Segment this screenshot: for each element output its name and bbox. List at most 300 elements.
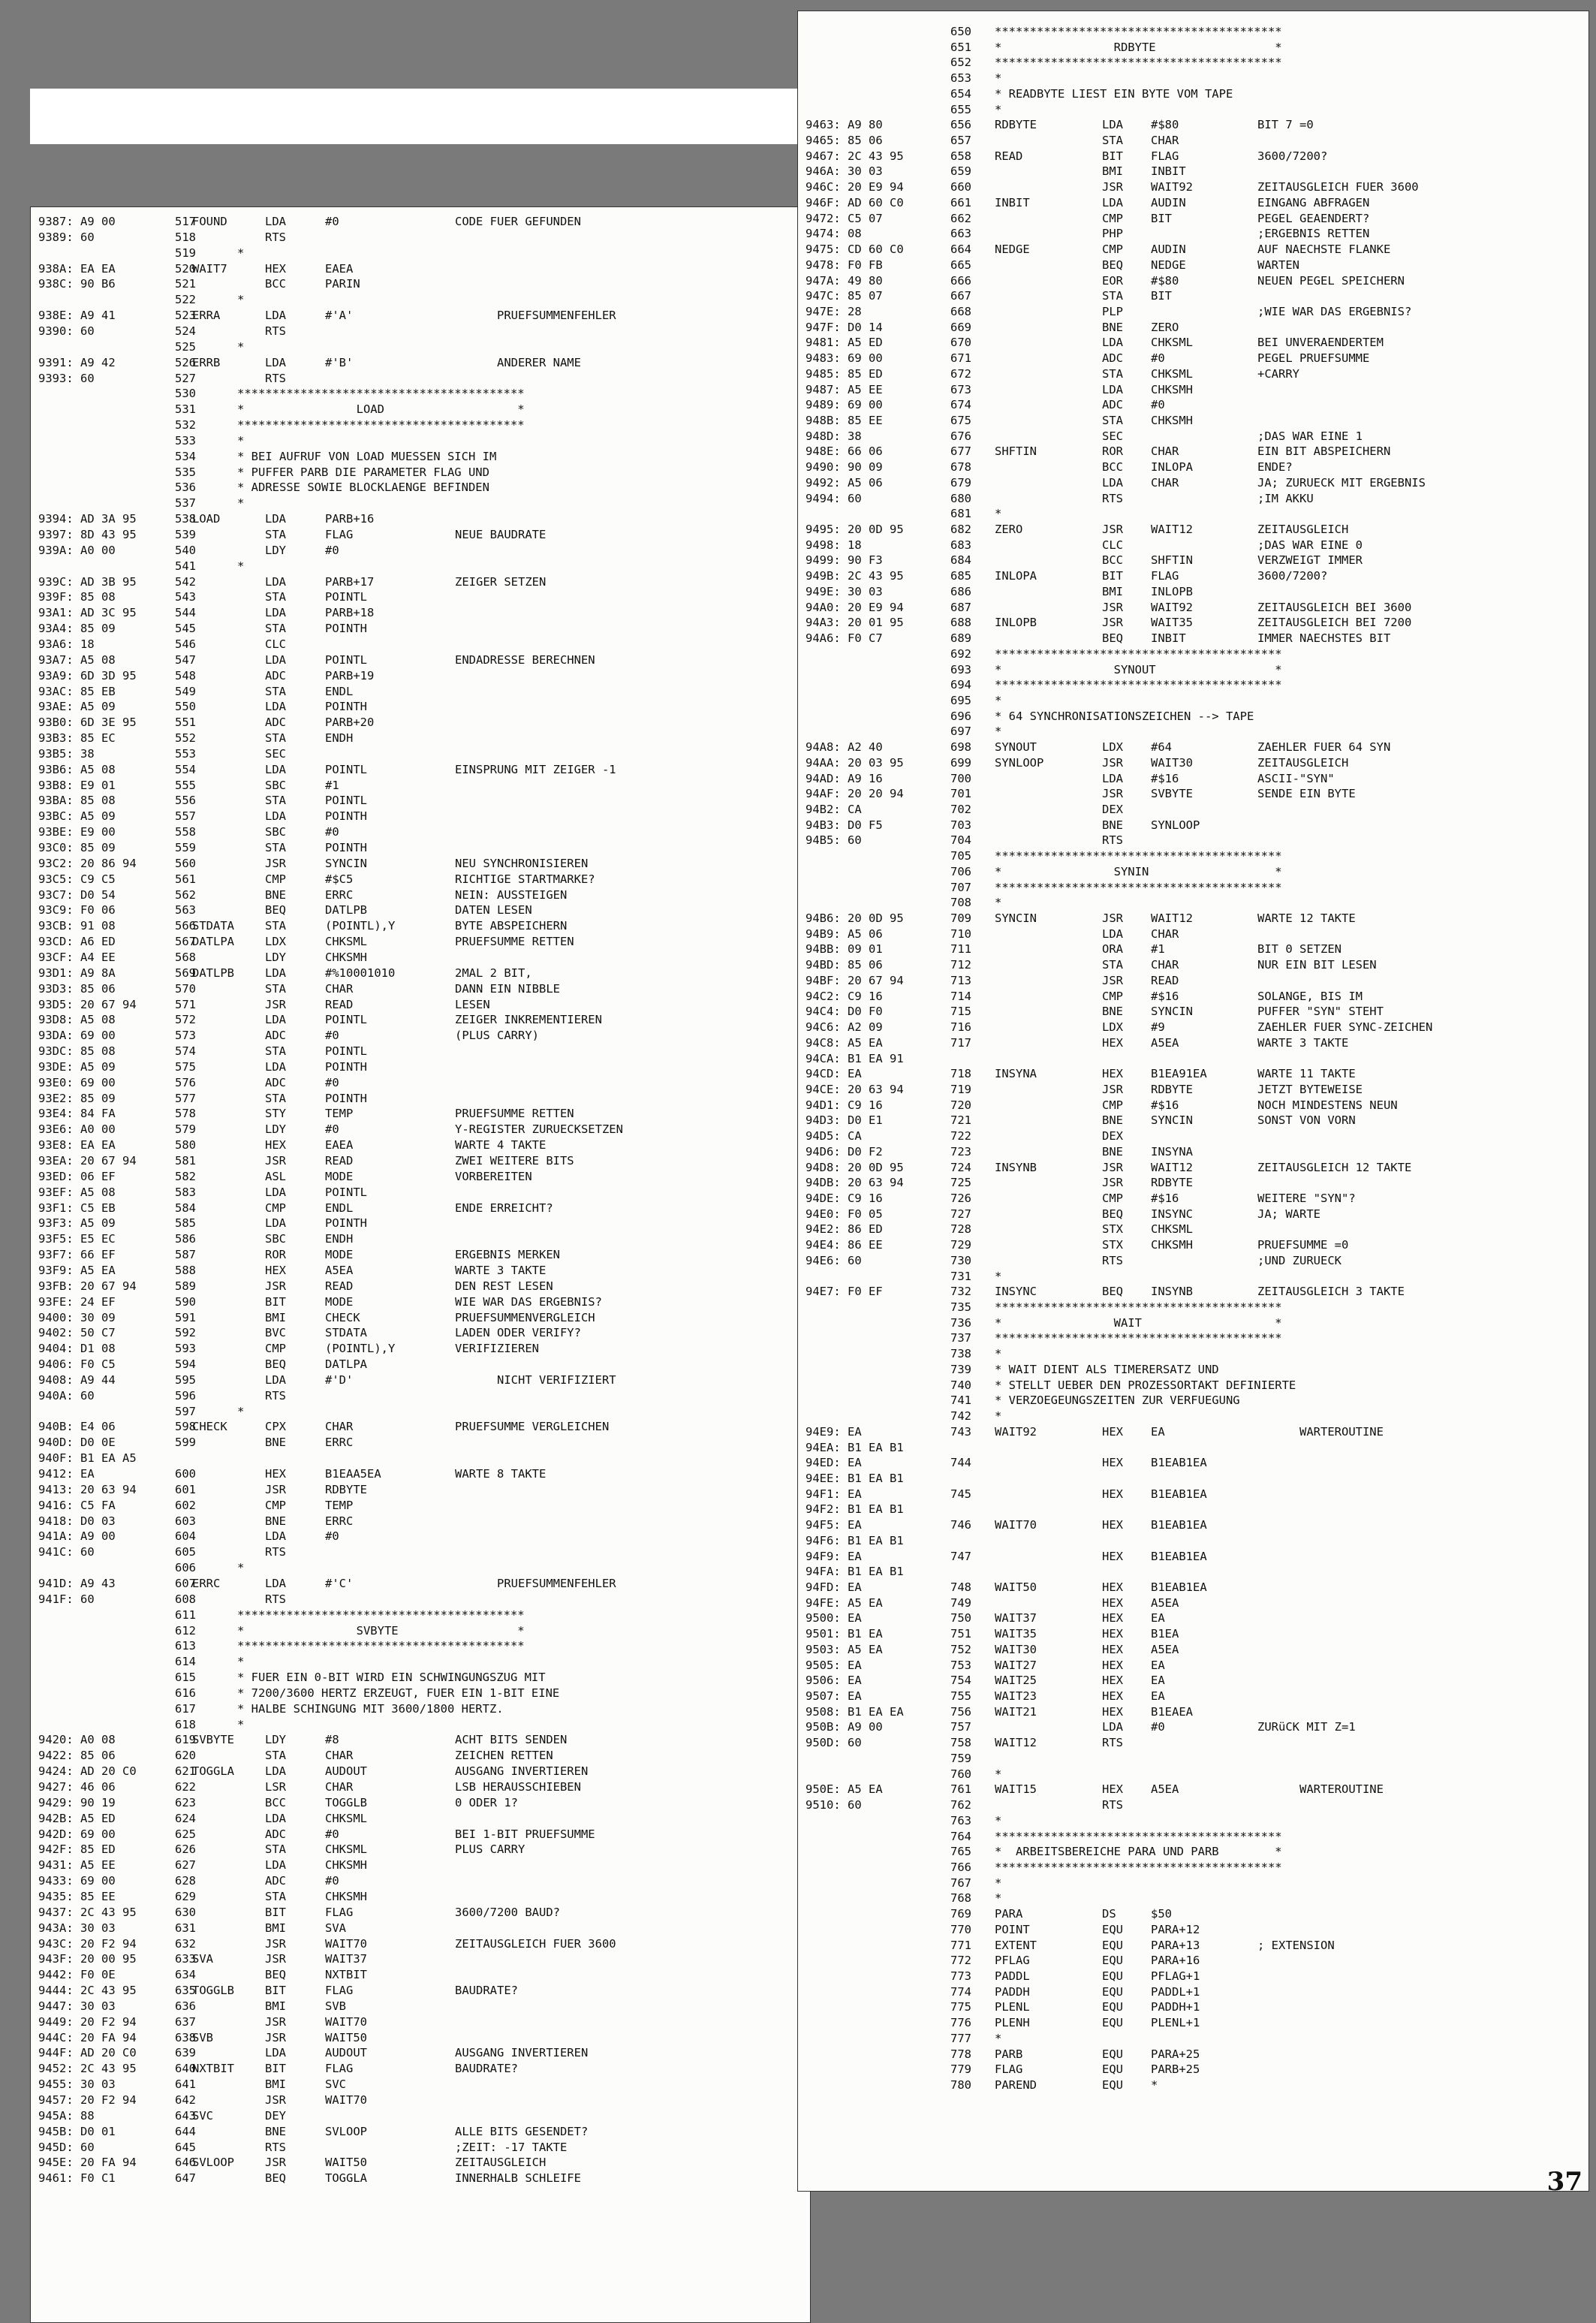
listing-operand: B1EAA5EA: [325, 1467, 381, 1481]
listing-label: EXTENT: [995, 1938, 1037, 1952]
listing-address: 94CA: B1 EA 91: [806, 1051, 904, 1065]
listing-operand: CHKSMH: [325, 950, 367, 964]
listing-opcode: BIT: [265, 1905, 286, 1919]
listing-line-number: 535: [175, 465, 196, 479]
listing-line-number: 745: [950, 1487, 971, 1501]
listing-line-number: 572: [175, 1013, 196, 1027]
listing-address: 941D: A9 43: [38, 1576, 116, 1590]
listing-comment-line: *****************************************: [995, 849, 1282, 863]
listing-address: 9498: 18: [806, 538, 862, 552]
listing-line-number: 581: [175, 1154, 196, 1168]
listing-operand: MODE: [325, 1169, 354, 1183]
listing-comment: WARTEN: [1257, 258, 1299, 272]
listing-address: 93A7: A5 08: [38, 652, 116, 667]
listing-address: 93D5: 20 67 94: [38, 997, 137, 1011]
listing-line-number: 637: [175, 2014, 196, 2029]
listing-label: DATLPA: [192, 935, 234, 949]
listing-operand: CHAR: [325, 1749, 354, 1763]
listing-address: 93B8: E9 01: [38, 778, 116, 792]
listing-opcode: STA: [265, 684, 286, 698]
listing-line-number: 524: [175, 324, 196, 338]
listing-line-number: 716: [950, 1020, 971, 1035]
listing-opcode: STY: [265, 1107, 286, 1121]
listing-label: INSYNB: [995, 1160, 1037, 1174]
listing-operand: POINTL: [325, 1044, 367, 1059]
listing-address: 93A6: 18: [38, 637, 95, 651]
listing-line-number: 671: [950, 351, 971, 366]
listing-address: 93CF: A4 EE: [38, 950, 116, 964]
listing-opcode: EQU: [1102, 1954, 1123, 1968]
listing-address: 94BD: 85 06: [806, 958, 883, 972]
listing-comment-line: * PUFFER PARB DIE PARAMETER FLAG UND: [237, 465, 489, 479]
listing-operand: EA: [1151, 1674, 1165, 1688]
listing-comment: PRUEFSUMMENFEHLER: [455, 309, 616, 323]
listing-opcode: BNE: [265, 2124, 286, 2138]
listing-line-number: 517: [175, 215, 196, 228]
listing-comment-line: *****************************************: [995, 880, 1282, 894]
listing-address: 93FB: 20 67 94: [38, 1279, 137, 1293]
listing-opcode: CMP: [265, 1498, 286, 1512]
listing-line-number: 780: [950, 2078, 971, 2093]
listing-opcode: LSR: [265, 1780, 286, 1794]
listing-address: 9435: 85 EE: [38, 1889, 116, 1903]
listing-opcode: DEX: [1102, 803, 1123, 816]
listing-opcode: DS: [1102, 1907, 1116, 1921]
listing-comment-line: *****************************************: [995, 1331, 1282, 1345]
listing-line-number: 773: [950, 1969, 971, 1983]
listing-address: 9389: 60: [38, 230, 95, 244]
listing-address: 94BB: 09 01: [806, 942, 883, 957]
listing-comment: EINGANG ABFRAGEN: [1257, 195, 1370, 209]
listing-operand: #$16: [1151, 1192, 1179, 1205]
listing-opcode: JSR: [1102, 787, 1123, 801]
listing-opcode: HEX: [1102, 1549, 1123, 1563]
listing-line-number: 655: [950, 102, 971, 116]
listing-line-number: 532: [175, 418, 196, 432]
listing-address: 9472: C5 07: [806, 211, 883, 225]
listing-operand: POINTL: [325, 590, 367, 604]
listing-address: 93DC: 85 08: [38, 1044, 116, 1059]
listing-operand: POINTH: [325, 700, 367, 714]
listing-line-number: 665: [950, 258, 971, 272]
listing-operand: RDBYTE: [1151, 1176, 1193, 1190]
listing-line-number: 683: [950, 538, 971, 552]
listing-address: 94C8: A5 EA: [806, 1035, 883, 1050]
listing-line-number: 519: [175, 246, 196, 260]
listing-comment: NEUEN PEGEL SPEICHERN: [1257, 273, 1405, 288]
listing-label: FOUND: [192, 215, 227, 228]
listing-opcode: BEQ: [265, 1357, 286, 1372]
listing-operand: ENDL: [325, 1201, 354, 1215]
listing-operand: CHKSMH: [1151, 382, 1193, 396]
listing-label: FLAG: [995, 2062, 1023, 2077]
listing-address: 94C6: A2 09: [806, 1020, 883, 1035]
listing-opcode: HEX: [1102, 1658, 1123, 1672]
listing-address: 94ED: EA: [806, 1456, 862, 1470]
header-band: [30, 89, 803, 144]
listing-operand: PARA+12: [1151, 1922, 1200, 1936]
listing-comment-line: *****************************************: [995, 25, 1282, 38]
listing-comment: ZEITAUSGLEICH 12 TAKTE: [1257, 1160, 1412, 1174]
listing-line-number: 642: [175, 2093, 196, 2107]
listing-address: 94D5: CA: [806, 1129, 862, 1143]
listing-line-number: 668: [950, 304, 971, 318]
listing-comment: ANDERER NAME: [455, 355, 581, 369]
listing-line-number: 619: [175, 1733, 196, 1747]
listing-comment: 3600/7200?: [1257, 569, 1328, 583]
listing-opcode: BCC: [1102, 553, 1123, 568]
listing-operand: EAEA: [325, 261, 354, 276]
listing-opcode: LDA: [265, 215, 286, 228]
listing-label: PARB: [995, 2047, 1023, 2061]
listing-line-number: 760: [950, 1767, 971, 1781]
listing-comment: LESEN: [455, 997, 490, 1011]
listing-operand: #0: [1151, 398, 1165, 412]
listing-line-number: 608: [175, 1592, 196, 1606]
listing-line-number: 570: [175, 981, 196, 996]
listing-address: 93B5: 38: [38, 746, 95, 761]
listing-operand: #$16: [1151, 771, 1179, 785]
listing-line-number: 571: [175, 997, 196, 1011]
listing-comment-line: *: [237, 1404, 245, 1418]
listing-line-number: 613: [175, 1639, 196, 1653]
listing-address: 9412: EA: [38, 1467, 95, 1481]
listing-address: 948E: 66 06: [806, 444, 883, 459]
listing-line-number: 623: [175, 1795, 196, 1809]
listing-operand: #0: [1151, 351, 1165, 366]
listing-line-number: 636: [175, 1999, 196, 2013]
listing-comment-line: * SVBYTE *: [237, 1623, 525, 1638]
listing-line-number: 621: [175, 1764, 196, 1779]
listing-operand: SYNCIN: [1151, 1113, 1193, 1128]
listing-comment: ;DAS WAR EINE 1: [1257, 429, 1363, 443]
listing-opcode: EQU: [1102, 1969, 1123, 1983]
listing-comment: LSB HERAUSSCHIEBEN: [455, 1780, 581, 1794]
listing-address: 94B3: D0 F5: [806, 818, 883, 832]
listing-label: INBIT: [995, 195, 1030, 209]
listing-opcode: JSR: [265, 2093, 286, 2107]
listing-comment: INNERHALB SCHLEIFE: [455, 2171, 581, 2186]
listing-address: 93EA: 20 67 94: [38, 1154, 137, 1168]
listing-opcode: HEX: [1102, 1518, 1123, 1532]
listing-opcode: LDA: [265, 809, 286, 824]
listing-opcode: CMP: [1102, 1098, 1123, 1112]
listing-line-number: 556: [175, 794, 196, 808]
listing-comment-line: *: [995, 102, 1002, 116]
listing-address: 9402: 50 C7: [38, 1326, 116, 1340]
listing-opcode: BMI: [265, 1999, 286, 2013]
listing-operand: POINTH: [325, 1216, 367, 1231]
listing-operand: #8: [325, 1733, 339, 1747]
listing-comment: PEGEL GEAENDERT?: [1257, 211, 1370, 225]
listing-address: 9457: 20 F2 94: [38, 2093, 137, 2107]
listing-line-number: 557: [175, 809, 196, 824]
listing-opcode: BMI: [1102, 584, 1123, 598]
listing-address: 950E: A5 EA: [806, 1782, 883, 1797]
listing-label: INSYNC: [995, 1285, 1037, 1299]
listing-address: 94DE: C9 16: [806, 1192, 883, 1205]
listing-operand: INLOPA: [1151, 460, 1193, 475]
listing-operand: CHAR: [1151, 958, 1179, 972]
listing-address: 94BF: 20 67 94: [806, 973, 904, 987]
listing-comment-line: *: [995, 1876, 1002, 1890]
listing-comment: PRUEFSUMMENVERGLEICH: [455, 1310, 595, 1324]
listing-address: 94EE: B1 EA B1: [806, 1471, 904, 1485]
listing-label: NEDGE: [995, 243, 1030, 257]
listing-opcode: BMI: [1102, 164, 1123, 179]
listing-line-number: 575: [175, 1059, 196, 1074]
listing-address: 942D: 69 00: [38, 1827, 116, 1841]
listing-comment-line: * SYNOUT *: [995, 662, 1282, 676]
listing-opcode: BMI: [265, 1921, 286, 1935]
listing-line-number: 538: [175, 512, 196, 526]
listing-comment-line: * STELLT UEBER DEN PROZESSORTAKT DEFINIERTE: [995, 1378, 1296, 1392]
listing-line-number: 736: [950, 1315, 971, 1330]
listing-operand: PARA+16: [1151, 1954, 1200, 1968]
listing-operand: #'C': [325, 1576, 354, 1590]
listing-opcode: JSR: [1102, 523, 1123, 537]
listing-comment-line: *****************************************: [995, 1829, 1282, 1843]
listing-address: 93F5: E5 EC: [38, 1232, 116, 1246]
listing-line-number: 677: [950, 444, 971, 459]
listing-opcode: STA: [265, 622, 286, 636]
listing-comment: BEI 1-BIT PRUEFSUMME: [455, 1827, 595, 1841]
listing-line-number: 586: [175, 1232, 196, 1246]
listing-opcode: EQU: [1102, 1938, 1123, 1952]
listing-address: 942B: A5 ED: [38, 1811, 116, 1825]
listing-operand: B1EAB1EA: [1151, 1549, 1207, 1563]
listing-line-number: 607: [175, 1576, 196, 1590]
listing-comment-line: * FUER EIN 0-BIT WIRD EIN SCHWINGUNGSZUG MIT: [237, 1671, 546, 1685]
listing-opcode: LDX: [265, 935, 286, 949]
listing-line-number: 688: [950, 616, 971, 630]
listing-address: 94E7: F0 EF: [806, 1285, 883, 1299]
listing-opcode: RTS: [265, 1592, 286, 1606]
listing-operand: TEMP: [325, 1107, 354, 1121]
listing-comment: ZURüCK MIT Z=1: [1257, 1720, 1356, 1734]
listing-operand: EAEA: [325, 1138, 354, 1152]
listing-comment: ; EXTENSION: [1257, 1938, 1335, 1952]
listing-line-number: 779: [950, 2062, 971, 2077]
listing-line-number: 612: [175, 1623, 196, 1638]
listing-opcode: LDA: [1102, 926, 1123, 941]
listing-comment: WARTE 4 TAKTE: [455, 1138, 547, 1152]
listing-address: 93DE: A5 09: [38, 1059, 116, 1074]
listing-operand: #'D': [325, 1372, 354, 1387]
listing-address: 9390: 60: [38, 324, 95, 338]
listing-address: 9478: F0 FB: [806, 258, 883, 272]
listing-address: 93DA: 69 00: [38, 1029, 116, 1043]
listing-line-number: 727: [950, 1207, 971, 1221]
listing-operand: PARA+13: [1151, 1938, 1200, 1952]
listing-line-number: 704: [950, 833, 971, 848]
listing-address: 9406: F0 C5: [38, 1357, 116, 1372]
listing-operand: POINTH: [325, 841, 367, 854]
listing-line-number: 553: [175, 746, 196, 761]
listing-line-number: 587: [175, 1248, 196, 1262]
listing-opcode: EQU: [1102, 1984, 1123, 1999]
listing-comment: ZEITAUSGLEICH 3 TAKTE: [1257, 1285, 1405, 1299]
listing-label: NXTBIT: [192, 2062, 234, 2076]
listing-operand: SVB: [325, 1999, 346, 2013]
listing-comment-line: *: [237, 293, 245, 307]
listing-address: 9483: 69 00: [806, 351, 883, 366]
listing-line-number: 595: [175, 1372, 196, 1387]
listing-line-number: 741: [950, 1393, 971, 1408]
listing-line-number: 643: [175, 2108, 196, 2123]
listing-comment: SOLANGE, BIS IM: [1257, 989, 1363, 1003]
listing-operand: SVBYTE: [1151, 787, 1193, 801]
listing-operand: #0: [325, 543, 339, 557]
listing-address: 9505: EA: [806, 1658, 862, 1672]
listing-opcode: STA: [1102, 958, 1123, 972]
listing-operand: POINTH: [325, 809, 367, 824]
listing-opcode: BNE: [265, 887, 286, 902]
listing-operand: CHAR: [1151, 444, 1179, 459]
listing-comment: BYTE ABSPEICHERN: [455, 919, 568, 933]
listing-line-number: 631: [175, 1921, 196, 1935]
listing-opcode: BMI: [265, 1310, 286, 1324]
listing-line-number: 743: [950, 1424, 971, 1439]
listing-line-number: 735: [950, 1300, 971, 1315]
listing-line-number: 536: [175, 481, 196, 495]
listing-operand: PARB+19: [325, 668, 375, 682]
listing-line-number: 531: [175, 402, 196, 417]
listing-line-number: 662: [950, 211, 971, 225]
listing-line-number: 646: [175, 2156, 196, 2170]
listing-opcode: HEX: [1102, 1611, 1123, 1625]
listing-opcode: HEX: [1102, 1487, 1123, 1501]
listing-address: 9449: 20 F2 94: [38, 2014, 137, 2029]
listing-address: 94E2: 86 ED: [806, 1222, 883, 1237]
listing-line-number: 725: [950, 1176, 971, 1190]
listing-opcode: LDA: [265, 1764, 286, 1779]
listing-operand: #$80: [1151, 273, 1179, 288]
listing-comment: JA; WARTE: [1257, 1207, 1320, 1221]
listing-line-number: 640: [175, 2062, 196, 2076]
listing-operand: PARB+25: [1151, 2062, 1200, 2077]
listing-comment-line: *****************************************: [995, 56, 1282, 70]
listing-opcode: STA: [265, 1091, 286, 1105]
listing-opcode: HEX: [1102, 1424, 1123, 1439]
listing-operand: FLAG: [1151, 149, 1179, 163]
listing-operand: PFLAG+1: [1151, 1969, 1200, 1983]
listing-line-number: 582: [175, 1169, 196, 1183]
listing-operand: A5EA: [1151, 1642, 1179, 1656]
listing-address: 9485: 85 ED: [806, 366, 883, 381]
listing-operand: #1: [1151, 942, 1165, 957]
listing-label: SVBYTE: [192, 1733, 234, 1747]
listing-label: INSYNA: [995, 1067, 1037, 1081]
listing-line-number: 752: [950, 1642, 971, 1656]
listing-comment: IMMER NAECHSTES BIT: [1257, 631, 1391, 646]
listing-opcode: DEX: [1102, 1129, 1123, 1143]
listing-line-number: 778: [950, 2047, 971, 2061]
listing-label: DATLPB: [192, 966, 234, 980]
listing-comment-line: * ADRESSE SOWIE BLOCKLAENGE BEFINDEN: [237, 481, 489, 495]
listing-address: 944F: AD 20 C0: [38, 2046, 137, 2060]
listing-opcode: HEX: [1102, 1595, 1123, 1610]
listing-operand: INSYNC: [1151, 1207, 1193, 1221]
listing-operand: CHAR: [325, 1420, 354, 1434]
listing-opcode: LDA: [265, 1858, 286, 1873]
listing-line-number: 762: [950, 1798, 971, 1812]
listing-line-number: 755: [950, 1689, 971, 1704]
listing-opcode: JSR: [265, 1154, 286, 1168]
listing-line-number: 634: [175, 1968, 196, 1982]
listing-comment: 0 ODER 1?: [455, 1795, 518, 1809]
listing-address: 940B: E4 06: [38, 1420, 116, 1434]
listing-comment: NUR EIN BIT LESEN: [1257, 958, 1377, 972]
listing-operand: EA: [1151, 1658, 1165, 1672]
listing-address: 93F3: A5 09: [38, 1216, 116, 1231]
listing-opcode: RTS: [265, 1545, 286, 1559]
listing-comment-line: * 64 SYNCHRONISATIONSZEICHEN --> TAPE: [995, 709, 1254, 723]
listing-opcode: CMP: [1102, 1192, 1123, 1205]
listing-operand: A5EA: [1151, 1035, 1179, 1050]
listing-line-number: 663: [950, 227, 971, 241]
listing-address: 93E0: 69 00: [38, 1075, 116, 1089]
listing-label: RDBYTE: [995, 118, 1037, 132]
listing-line-number: 767: [950, 1876, 971, 1890]
listing-operand: POINTH: [325, 1059, 367, 1074]
listing-label: POINT: [995, 1922, 1030, 1936]
listing-line-number: 664: [950, 243, 971, 257]
listing-comment: CODE FUER GEFUNDEN: [455, 215, 581, 228]
listing-address: 9437: 2C 43 95: [38, 1905, 137, 1919]
listing-operand: SYNCIN: [325, 856, 367, 870]
listing-operand: WAIT12: [1151, 911, 1193, 926]
listing-line-number: 695: [950, 693, 971, 707]
listing-opcode: SBC: [265, 825, 286, 839]
listing-operand: POINTL: [325, 762, 367, 776]
listing-address: 9400: 30 09: [38, 1310, 116, 1324]
listing-address: 9422: 85 06: [38, 1749, 116, 1763]
listing-line-number: 685: [950, 569, 971, 583]
listing-opcode: LDY: [265, 543, 286, 557]
listing-line-number: 722: [950, 1129, 971, 1143]
listing-opcode: EQU: [1102, 2000, 1123, 2014]
listing-label: WAIT70: [995, 1518, 1037, 1532]
listing-line-number: 525: [175, 339, 196, 354]
listing-opcode: CPX: [265, 1420, 286, 1434]
listing-label: READ: [995, 149, 1023, 163]
listing-address: 9397: 8D 43 95: [38, 528, 137, 541]
listing-comment: BIT 0 SETZEN: [1257, 942, 1342, 957]
listing-operand: CHKSMH: [1151, 414, 1193, 427]
listing-opcode: BIT: [1102, 569, 1123, 583]
listing-comment: LADEN ODER VERIFY?: [455, 1326, 581, 1340]
listing-opcode: BEQ: [265, 2171, 286, 2186]
listing-line-number: 530: [175, 387, 196, 401]
listing-operand: #0: [325, 215, 339, 228]
listing-address: 948D: 38: [806, 429, 862, 443]
listing-opcode: HEX: [1102, 1456, 1123, 1470]
listing-address: 9503: A5 EA: [806, 1642, 883, 1656]
listing-opcode: ADC: [265, 1874, 286, 1888]
listing-line-number: 684: [950, 553, 971, 568]
listing-line-number: 546: [175, 637, 196, 651]
listing-operand: #64: [1151, 740, 1172, 755]
listing-operand: #0: [325, 825, 339, 839]
listing-opcode: EQU: [1102, 2047, 1123, 2061]
listing-address: 950B: A9 00: [806, 1720, 883, 1734]
listing-opcode: JSR: [1102, 755, 1123, 770]
listing-line-number: 540: [175, 543, 196, 557]
listing-operand: AUDIN: [1151, 243, 1186, 257]
listing-operand: PADDL+1: [1151, 1984, 1200, 1999]
listing-opcode: BVC: [265, 1326, 286, 1340]
